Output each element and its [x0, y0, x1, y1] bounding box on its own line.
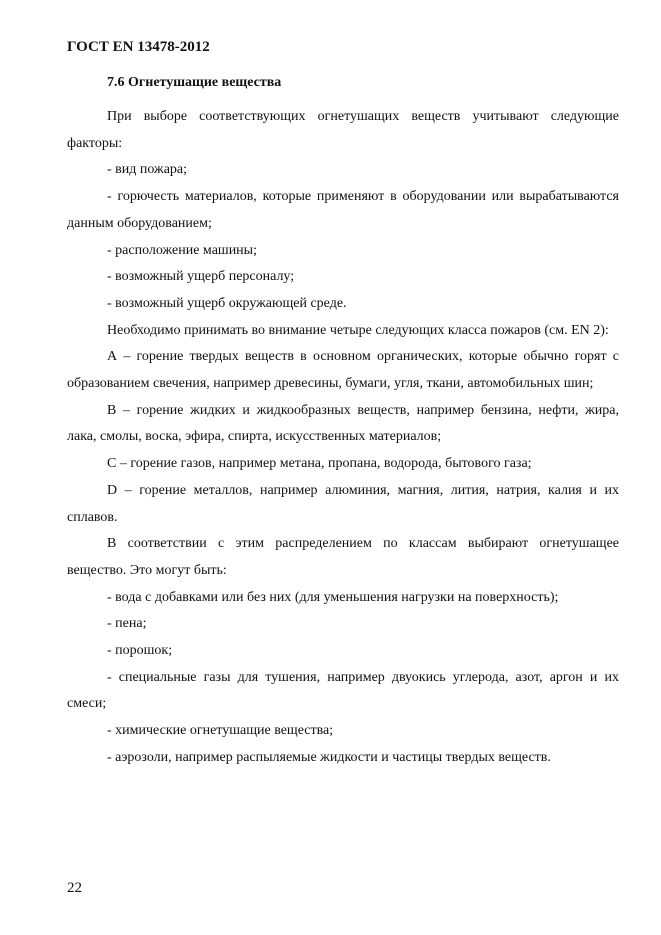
page-number: 22 — [67, 880, 82, 896]
fire-class-item: В – горение жидких и жидкообразных веществ, например бензина, нефти, жира, лака, смолы, воска, эфира, спирта, искусственных материалов; — [67, 402, 619, 445]
fire-class-item: D – горение металлов, например алюминия, магния, лития, натрия, калия и их сплавов. — [67, 482, 619, 525]
list-item: - вид пожара; — [107, 162, 188, 178]
list-item: - аэрозоли, например распыляемые жидкости и частицы твердых веществ. — [107, 749, 551, 765]
fire-class-item: С – горение газов, например метана, пропана, водорода, бытового газа; — [107, 456, 532, 472]
list-item: - расположение машины; — [107, 242, 257, 258]
list-item: - вода с добавками или без них (для уменьшения нагрузки на поверхность); — [107, 589, 559, 605]
list-item: - специальные газы для тушения, например двуокись углерода, азот, аргон и их смеси; — [67, 669, 619, 712]
list-item: - горючесть материалов, которые применяют в оборудовании или вырабатываются данным оборудованием; — [67, 189, 619, 231]
list-item: - пена; — [107, 616, 147, 632]
fire-class-item: А – горение твердых веществ в основном органических, которые обычно горят с образованием свечения, например древесины, бумаги, угля, ткани, автомобильных шин; — [67, 349, 619, 392]
paragraph: При выборе соответствующих огнетушащих веществ учитывают следующие факторы: — [67, 109, 619, 151]
list-item: - порошок; — [107, 643, 173, 659]
list-item: - химические огнетушащие вещества; — [107, 723, 334, 739]
body-text — [67, 104, 619, 772]
document-code: ГОСТ EN 13478-2012 — [67, 39, 210, 55]
section-title: 7.6 Огнетушащие вещества — [107, 75, 282, 90]
list-item: - возможный ущерб персоналу; — [107, 269, 295, 285]
paragraph: В соответствии с этим распределением по классам выбирают огнетушащее вещество. Это могут быть: — [67, 536, 619, 578]
paragraph: Необходимо принимать во внимание четыре следующих класса пожаров (см. EN 2): — [107, 322, 609, 338]
list-item: - возможный ущерб окружающей среде. — [107, 295, 347, 311]
